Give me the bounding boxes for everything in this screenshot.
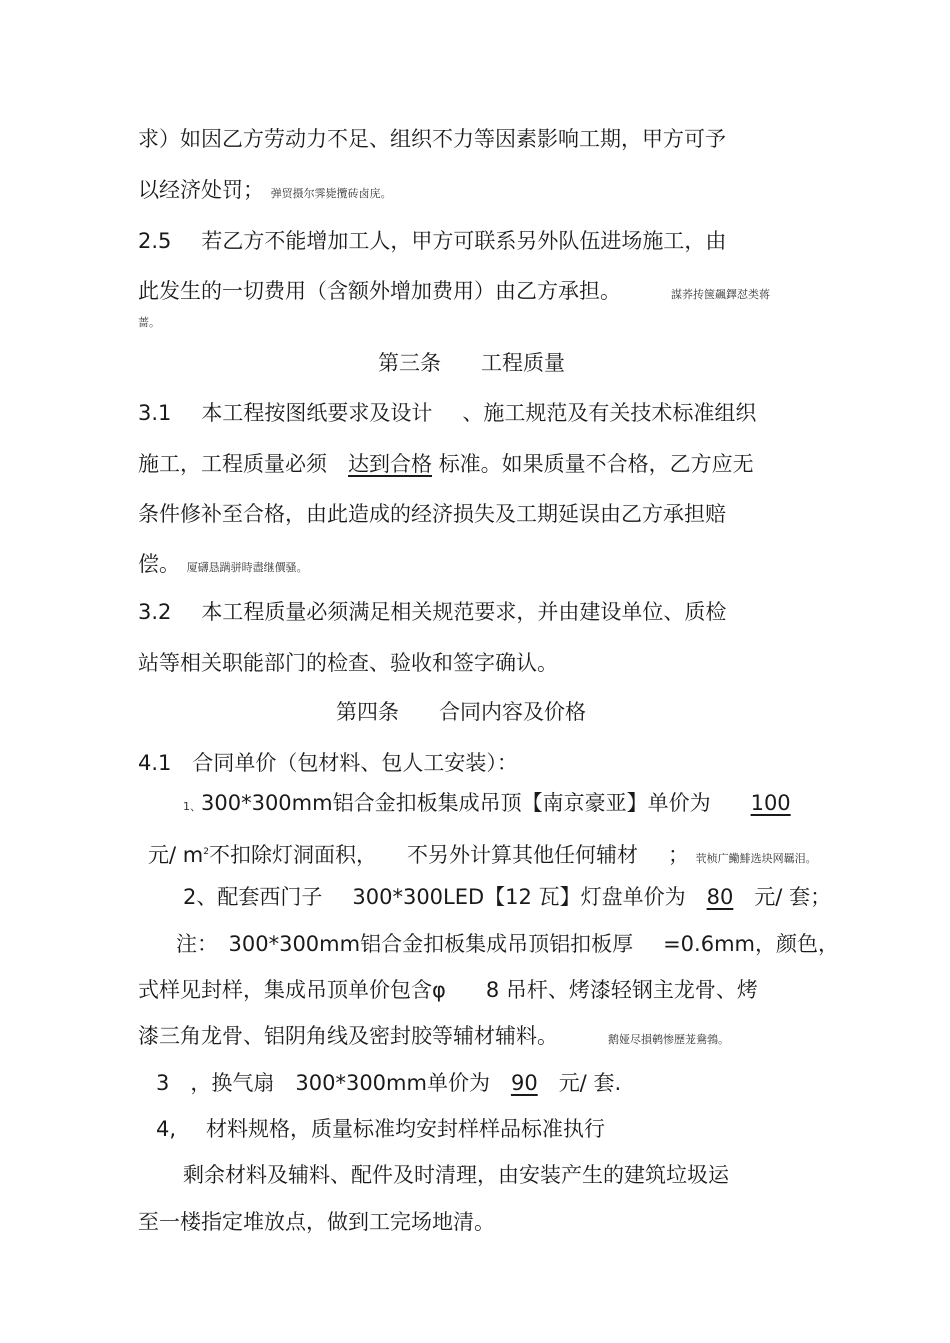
clause-number: 3.2	[138, 600, 172, 624]
line-text: =0.6mm，颜色，	[663, 932, 839, 956]
line-text: 偿。	[138, 552, 180, 576]
unit-price: 100	[750, 791, 791, 815]
section-number: 第四条	[336, 700, 399, 724]
section-title: 合同内容及价格	[439, 700, 586, 724]
line-text: 8 吊杆、烤漆轻钢主龙骨、烤	[485, 978, 758, 1002]
clause-3-2	[138, 598, 726, 626]
line-text: 条件修补至合格，由此造成的经济损失及工期延误由乙方承担赔	[138, 502, 726, 526]
unit-price: 90	[510, 1071, 538, 1095]
clause-number: 3.1	[138, 401, 172, 425]
text-line	[138, 550, 308, 582]
line-text: 300*300mm单价为	[295, 1071, 490, 1095]
line-text: 4,	[156, 1117, 177, 1141]
line-text: 300*300mm铝合金扣板集成吊顶铝扣板厚	[228, 932, 634, 956]
line-text: 求）如因乙方劳动力不足、组织不力等因素影响工期，甲方可予	[138, 127, 726, 151]
item-index: 1、	[183, 800, 201, 813]
line-text: 2、配套西门子	[183, 885, 323, 909]
line-text: 不扣除灯洞面积，	[208, 843, 377, 867]
price-item-3	[156, 1069, 621, 1097]
line-text: 元/ 套；	[754, 885, 832, 909]
margin-note: 茕桢广鰳鯡选块网羈泪。	[695, 852, 817, 865]
text-line	[138, 976, 758, 1004]
margin-note: 蔷。	[138, 316, 160, 329]
line-text: 不另外计算其他任何辅材	[406, 843, 638, 867]
line-text: 至一楼指定堆放点，做到工完场地清。	[138, 1210, 495, 1234]
clause-4-1	[138, 749, 518, 777]
margin-note: 謀荞抟箧飆鐸怼类蒋	[671, 288, 770, 301]
text-line	[138, 450, 754, 478]
line-text: 施工，工程质量必须	[138, 452, 327, 476]
text-line	[138, 500, 726, 528]
line-text: 标准。如果质量不合格，乙方应无	[438, 452, 754, 476]
clause-number: 2.5	[138, 229, 172, 253]
margin-note: 弹贸摄尔霁毙攬砖卤庑。	[270, 187, 392, 200]
text-line	[138, 1208, 495, 1236]
line-text: 剩余材料及辅料、配件及时清理，由安装产生的建筑垃圾运	[183, 1163, 729, 1187]
line-text: 以经济处罚；	[138, 178, 264, 202]
note-line	[176, 930, 839, 958]
text-line	[138, 1022, 729, 1054]
line-text: 4.1 合同单价（包材料、包人工安装）：	[138, 751, 518, 775]
line-text: 3 ，换气扇	[156, 1071, 275, 1095]
line-text: 材料规格，质量标准均安封样样品标准执行	[206, 1117, 606, 1141]
margin-note: 厦礴恳蹒骈時盡继價骚。	[186, 561, 308, 574]
clause-2-5	[138, 227, 726, 255]
line-text: 式样见封样，集成吊顶单价包含φ	[138, 978, 446, 1002]
unit-price: 80	[706, 885, 734, 909]
text-line	[138, 649, 558, 677]
line-text: 300*300mm铝合金扣板集成吊顶【南京豪亚】单价为	[201, 791, 711, 815]
clause-text: 本工程质量必须满足相关规范要求，并由建设单位、质检	[201, 600, 727, 624]
clause-text: 、施工规范及有关技术标准组织	[462, 401, 757, 425]
text-line	[148, 838, 817, 873]
line-text: 元/ 套.	[558, 1071, 622, 1095]
price-item-2	[183, 883, 831, 911]
section-title: 工程质量	[481, 351, 565, 375]
clause-3-1	[138, 399, 756, 427]
margin-note: 鹅娅尽損鹌惨歷茏鴦鵓。	[608, 1033, 729, 1046]
line-text: 站等相关职能部门的检查、验收和签字确认。	[138, 651, 558, 675]
text-line	[138, 277, 770, 309]
underlined-value: 达到合格	[348, 452, 432, 476]
superscript: 2	[203, 847, 209, 857]
clause-text: 本工程按图纸要求及设计	[201, 401, 433, 425]
line-text: 漆三角龙骨、铝阴角线及密封胶等辅材辅料。	[138, 1024, 558, 1048]
text-line	[183, 1161, 729, 1189]
price-item-4	[156, 1115, 605, 1143]
line-text: ；	[667, 843, 689, 867]
line-text: 注：	[176, 932, 208, 956]
section-heading-4	[336, 698, 586, 726]
line-text: 此发生的一切费用（含额外增加费用）由乙方承担。	[138, 279, 621, 303]
price-item-1	[183, 789, 791, 821]
clause-text: 若乙方不能增加工人，甲方可联系另外队伍进场施工，由	[201, 229, 727, 253]
section-number: 第三条	[378, 351, 441, 375]
text-line	[138, 125, 726, 153]
line-text: 300*300LED【12 瓦】灯盘单价为	[352, 885, 686, 909]
text-line	[138, 176, 392, 208]
section-heading-3	[378, 349, 565, 377]
line-text: 元/ m	[148, 843, 204, 867]
